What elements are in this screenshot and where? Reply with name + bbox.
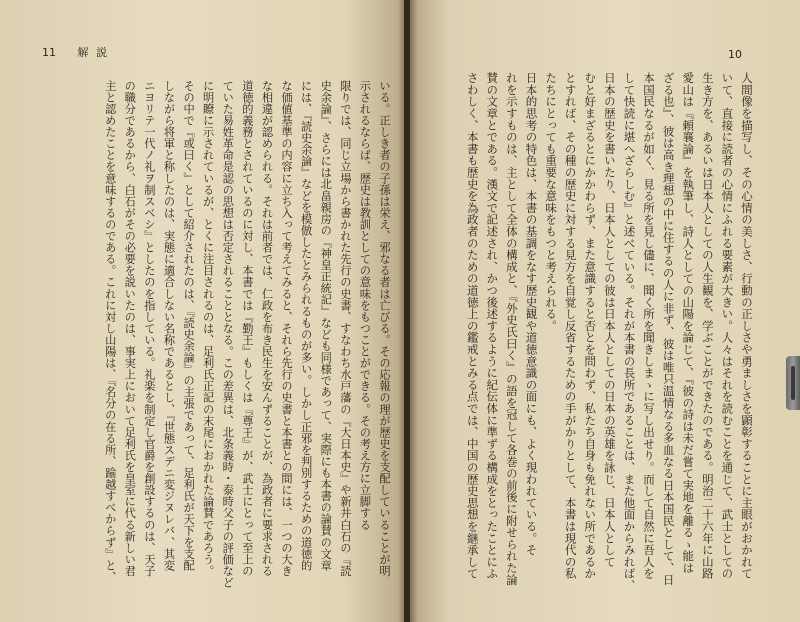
text-line: な相違が認められる。それは前者では、仁政を布き民生を安んずることが、為政者に要求される	[260, 80, 274, 577]
text-line: ていた易姓革命是認の思想は否定されることとなる。この差異は、北条義時・泰時父子の評価など	[221, 80, 235, 589]
right-page-text	[426, 72, 756, 598]
text-line: して快読に堪へざらしむ』と述べている。それが本書の長所であることは、また他面からみれば、	[622, 72, 637, 592]
text-line: 史余論』、さらには北畠親房の『神皇正統記』なども同様であって、実際にも本書の論賛の文章	[319, 80, 333, 572]
binder-clip	[786, 356, 800, 410]
text-line: たちにとっても重要な意味をもつと考えられる。	[544, 72, 559, 332]
text-line: 本国民なるが如く、見る所を見し儘に、聞く所を聞きしまゝに写し出せり。而して自然に吾人を	[642, 72, 657, 580]
book-gutter	[398, 0, 418, 622]
text-line: に明瞭に示されているが、とくに注目されるのは、足利氏正記の末尾におかれた論賛であろう。	[201, 80, 215, 577]
text-line: 生き方を、あるいは日本人としての人生観を、学ぶことができたのである。明治二十六年に山路	[700, 72, 715, 580]
text-line: 日本的思考の特色は、本書の基調をなす歴史観や道徳意識の面にも、よく現われている。そ	[524, 72, 539, 556]
text-line: ざる也』、彼は高き理想の中に住するの人に非ず、彼は唯只温情なる多血なる日本国民として、日	[661, 72, 676, 586]
text-line: いて、直接に読者の心情にふれる要素が大きい。人々はそれを読むことを通じて、武士としての	[720, 72, 735, 580]
text-line: ニヨリテ一代ノ礼ヲ制スベシ』としたのを指している。礼楽を制定し官爵を創設するのは、天子	[142, 80, 156, 577]
text-line: 限りでは、同じ立場から書かれた先行の史書、すなわち水戸藩の『大日本史』や新井白石の『読	[338, 80, 352, 577]
text-line: さわしく、本書も歴史を為政者のための道徳上の鑑戒とみる点では、中国の歴史思想を継承して	[465, 72, 480, 580]
text-line: しながら将軍と称したのは、実態に適合しない名称であるとし、『世態スデニ変ジヌレバ、其変	[162, 80, 176, 572]
text-line: 賛の文章とである。漢文で記述され、かつ後述するように紀伝体に準ずる構成をとったことにふ	[485, 72, 500, 580]
binder-clip-slot	[791, 366, 795, 400]
text-line: 道徳的義務とされているのに対し、本書では『勤王』もしくは『尊王』が、武士にとって至上の	[240, 80, 254, 577]
text-line: 示されるならば、歴史は教訓としての意味をもつことができる。その考え方に立脚する	[358, 80, 372, 531]
left-page-number: 11	[42, 46, 56, 59]
text-line: には、『読史余論』などを模倣したとみられるものが多い。しかし正邪を判別するための道徳的	[299, 80, 313, 572]
left-page-text	[42, 80, 394, 598]
text-line: 愛山は『頼襄論』を執筆し、詩人としての山陽を論じて、『彼の詩は未だ嘗て実地を離るゝ能は	[681, 72, 696, 574]
text-line: むと好まざるとにかかわらず、また意識すると否とを問わず、私たち自身も免れない所であるか	[583, 72, 598, 580]
text-line: の職分であるから、白石がその必要を説いたのは、事実上において足利氏を皇室に代る新しい君	[123, 80, 137, 577]
running-head: 解 説	[77, 46, 109, 59]
text-line: な価値基準の内容に立ち入って考えてみると、それら先行の史書と本書との間には、一つの大き	[280, 80, 294, 577]
text-line: 人間像を描写し、その心情の美しさ、行動の正しさや勇ましさを顕彰することに主眼がおかれて	[740, 72, 754, 580]
text-line: いる。正しき者の子孫は栄え、邪なる者は亡びる。その応報の理が歴史を支配していることが明	[378, 80, 391, 577]
text-line: れを示すものは、主として全体の構成と、『外史氏曰く』の語を冠して各巻の前後に附せられた論	[504, 72, 519, 586]
text-line: 主と認めたことを意味するのである。これに対し山陽は、『名分の在る所、踰越すべからず』と、	[103, 80, 117, 583]
right-page	[410, 0, 800, 622]
right-page-number: 10	[728, 48, 742, 61]
text-line: とすれば、その種の歴史に対する見方を自覚し反省するための手がかりとして、本書は現代の私	[563, 72, 578, 580]
text-line: 日本の歴史を書いたり、日本人としての彼は日本人としての日本の英雄を詠じ、日本人として	[602, 72, 617, 568]
left-page-header	[42, 44, 109, 60]
text-line: その中で『或曰く』として紹介されたのは、『読史余論』の主張であって、足利氏が天下を支配	[182, 80, 196, 572]
